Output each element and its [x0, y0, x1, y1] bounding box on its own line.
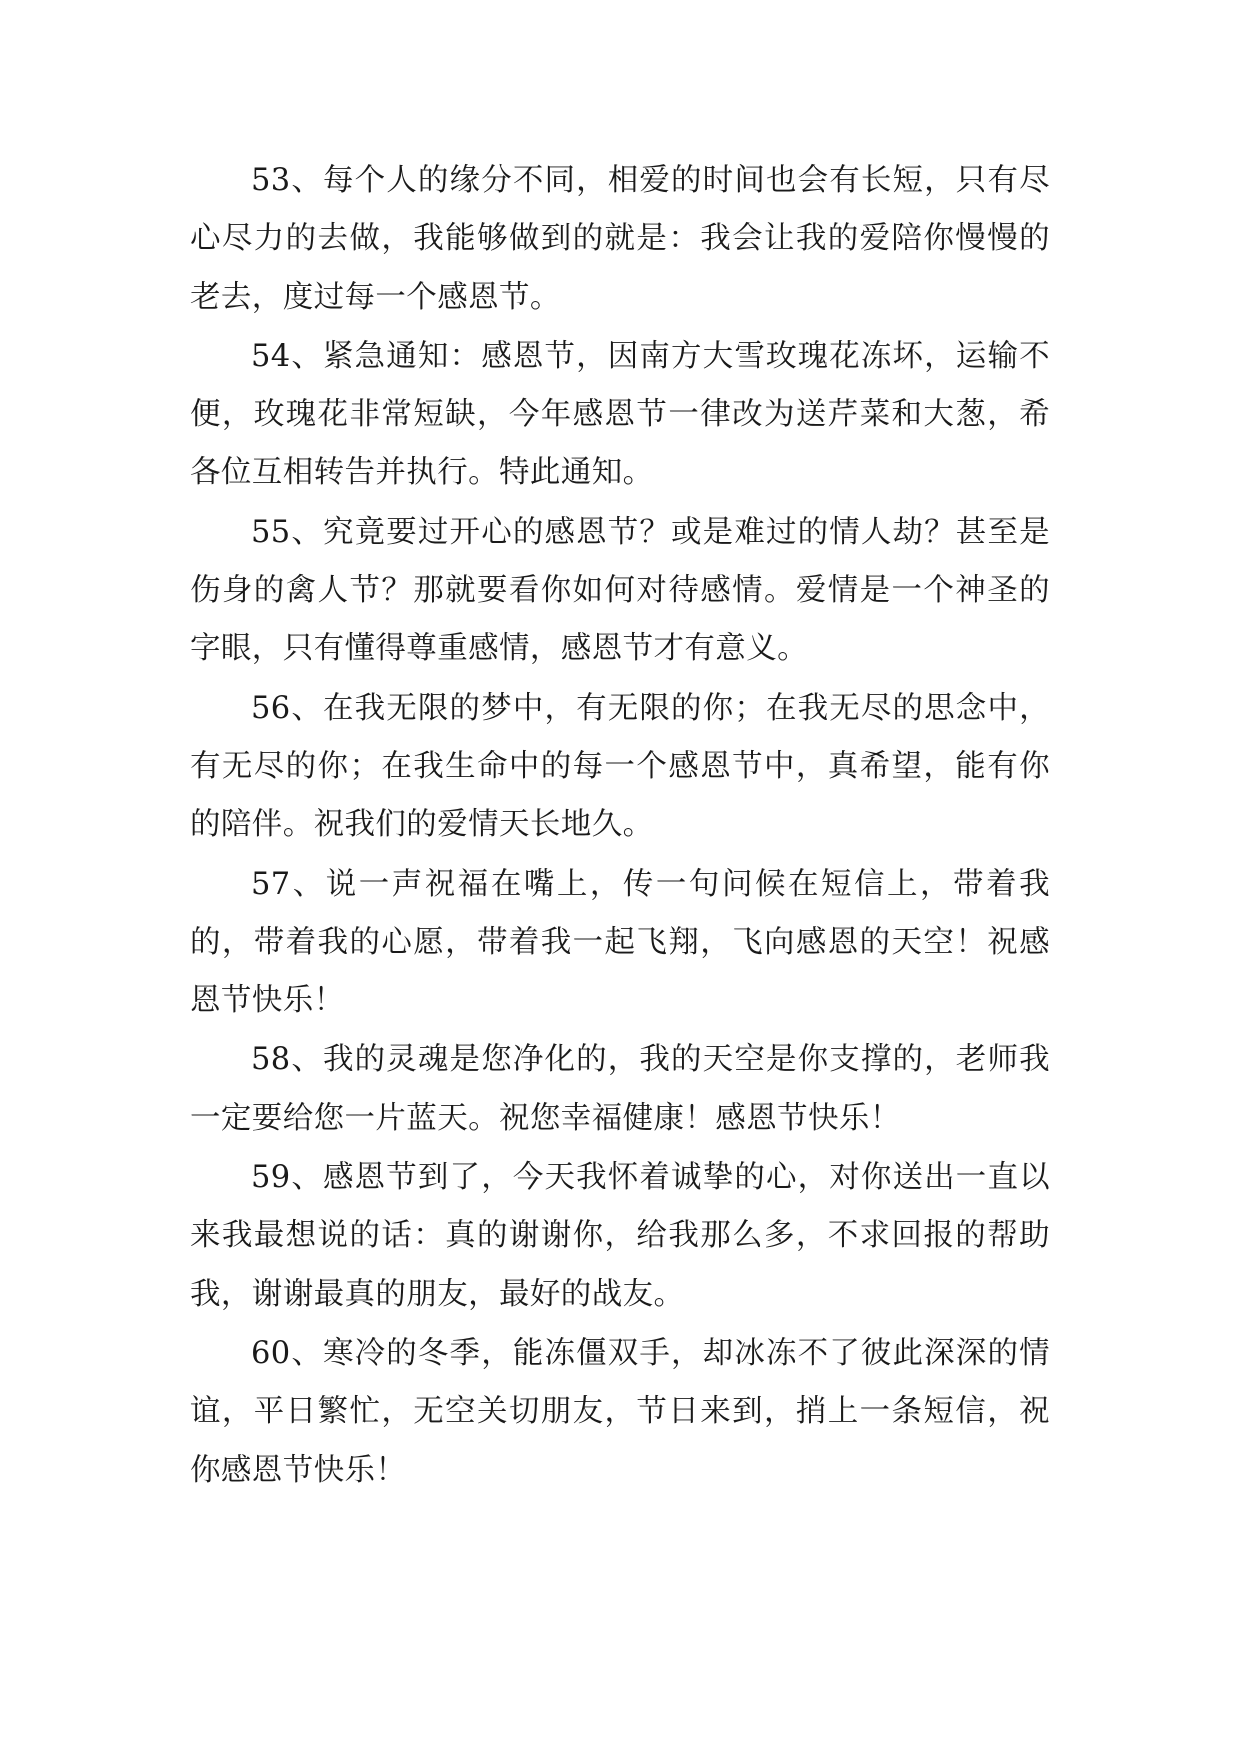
- document-body: [190, 152, 1050, 1501]
- paragraph-55: 55、究竟要过开心的感恩节？或是难过的情人劫？甚至是伤身的禽人节？那就要看你如何对待感情。爱情是一个神圣的字眼，只有懂得尊重感情，感恩节才有意义。: [190, 514, 1050, 667]
- paragraph-57: 57、说一声祝福在嘴上，传一句问候在短信上，带着我的，带着我的心愿，带着我一起飞翔，飞向感恩的天空！祝感恩节快乐！: [190, 866, 1050, 1019]
- paragraph-58: 58、我的灵魂是您净化的，我的天空是你支撑的，老师我一定要给您一片蓝天。祝您幸福健康！感恩节快乐！: [190, 1042, 1050, 1136]
- paragraph-60: 60、寒冷的冬季，能冻僵双手，却冰冻不了彼此深深的情谊，平日繁忙，无空关切朋友，节日来到，捎上一条短信，祝你感恩节快乐！: [190, 1335, 1050, 1488]
- paragraph-59: 59、感恩节到了，今天我怀着诚挚的心，对你送出一直以来我最想说的话：真的谢谢你，给我那么多，不求回报的帮助我，谢谢最真的朋友，最好的战友。: [190, 1160, 1050, 1312]
- paragraph-53: 53、每个人的缘分不同，相爱的时间也会有长短，只有尽心尽力的去做，我能够做到的就是：我会让我的爱陪你慢慢的老去，度过每一个感恩节。: [190, 163, 1050, 315]
- paragraph-54: 54、紧急通知：感恩节，因南方大雪玫瑰花冻坏，运输不便，玫瑰花非常短缺，今年感恩节一律改为送芹菜和大葱，希各位互相转告并执行。特此通知。: [190, 338, 1050, 491]
- paragraph-56: 56、在我无限的梦中，有无限的你；在我无尽的思念中，有无尽的你；在我生命中的每一个感恩节中，真希望，能有你的陪伴。祝我们的爱情天长地久。: [190, 690, 1050, 843]
